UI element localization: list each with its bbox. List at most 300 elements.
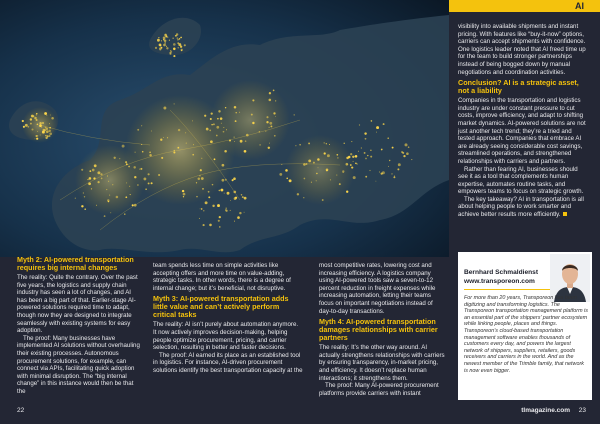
city-light-dot [348, 156, 351, 159]
city-light-dot [269, 143, 270, 144]
city-light-dot [22, 120, 24, 122]
city-light-dot [226, 129, 227, 130]
city-light-dot [149, 154, 152, 157]
city-light-dot [116, 196, 119, 199]
city-light-dot [326, 143, 327, 144]
city-light-dot [350, 153, 352, 155]
city-light-dot [245, 140, 247, 142]
city-light-dot [49, 123, 50, 124]
city-light-dot [110, 212, 111, 213]
city-light-dot [269, 99, 272, 102]
city-light-dot [140, 168, 142, 170]
city-light-dot [94, 164, 97, 167]
city-light-dot [178, 129, 180, 131]
city-light-dot [199, 218, 200, 219]
city-light-dot [408, 146, 410, 148]
city-light-dot [389, 160, 390, 161]
city-light-dot [174, 103, 175, 104]
city-light-dot [303, 197, 304, 198]
city-light-dot [173, 151, 175, 153]
city-light-dot [135, 152, 136, 153]
city-light-dot [379, 172, 380, 173]
city-light-dot [32, 115, 34, 117]
city-light-dot [225, 208, 226, 209]
city-light-dot [382, 171, 385, 174]
section-tag: AI [575, 1, 584, 11]
city-light-dot [31, 128, 33, 130]
city-light-dot [402, 152, 404, 154]
city-light-dot [39, 122, 42, 125]
city-light-dot [37, 131, 38, 132]
city-light-dot [392, 147, 394, 149]
city-light-dot [157, 39, 160, 42]
city-light-dot [376, 126, 379, 129]
city-light-dot [46, 128, 49, 131]
city-light-dot [216, 126, 219, 129]
page-number-right: 23 [578, 407, 586, 414]
city-light-dot [375, 181, 376, 182]
city-light-dot [84, 196, 85, 197]
city-light-dot [36, 135, 38, 137]
city-light-dot [405, 143, 408, 146]
article-column-4 [458, 23, 586, 219]
city-light-dot [173, 48, 176, 51]
city-light-dot [81, 205, 83, 207]
city-light-dot [299, 144, 300, 145]
city-light-dot [137, 129, 139, 131]
paragraph: The proof: Many businesses have implemented AI solutions without overhauling their existing processes. Autonomous procurement solutions, for example, can connect via APIs, facilitating quick adoption with minimal disruption. The “big internal change” in this instance would then be that the [17, 334, 140, 395]
city-light-dot [104, 215, 106, 217]
city-light-dot [141, 125, 142, 126]
city-light-dot [225, 210, 227, 212]
city-light-dot [311, 182, 312, 183]
hero-image-europe-night-lights [0, 0, 449, 257]
city-light-dot [171, 51, 172, 52]
city-light-dot [318, 167, 319, 168]
paragraph: most competitive rates, lowering cost and increasing efficiency. A logistics company using AI-powered tools saw a seven-to-12 percent reduction in freight expenses while increasing automation, letting their teams focus on important negotiations instead of day-to-day transactions. [319, 262, 436, 315]
city-light-dot [251, 114, 253, 116]
city-light-dot [351, 167, 353, 169]
city-light-dot [239, 212, 241, 214]
city-light-dot [210, 118, 212, 120]
city-light-dot [173, 43, 176, 46]
paragraph: The reality: It’s the other way around. AI actually strengthens relationships with carriers by ensuring transparency, in-market pricing, and efficiency. It doesn’t replace human interactions; it strengthens them. [319, 344, 445, 382]
city-light-dot [244, 212, 245, 213]
city-light-dot [289, 179, 292, 182]
city-light-dot [192, 154, 194, 156]
city-light-dot [177, 39, 179, 41]
city-light-dot [217, 118, 219, 120]
city-light-dot [241, 194, 243, 196]
city-light-dot [212, 184, 214, 186]
city-light-dot [45, 135, 46, 136]
city-light-dot [198, 177, 201, 180]
city-light-dot [180, 44, 181, 45]
myth-4-heading: Myth 4: AI-powered transportation damages relationships with carrier partners [319, 317, 438, 343]
city-light-dot [218, 110, 220, 112]
city-light-dot [130, 194, 131, 195]
city-light-dot [106, 189, 107, 190]
city-light-dot [230, 210, 231, 211]
city-light-dot [49, 132, 52, 135]
paragraph: The proof: AI earned its place as an established tool in logistics. For instance, AI-driven procurement solutions identify the best transportation capacity at the [153, 351, 303, 374]
city-light-dot [330, 179, 331, 180]
paragraph: The proof: Many AI-powered procurement platforms provide carriers with instant [319, 382, 439, 397]
city-light-dot [211, 112, 213, 114]
city-light-dot [39, 124, 42, 127]
city-light-dot [125, 161, 127, 163]
page-number-left: 22 [17, 407, 25, 414]
city-light-dot [173, 38, 174, 39]
city-light-dot [169, 52, 170, 53]
city-light-dot [166, 47, 168, 49]
city-light-dot [164, 39, 167, 42]
city-light-dot [91, 188, 92, 189]
city-light-dot [270, 125, 272, 127]
city-light-dot [25, 124, 28, 127]
city-light-dot [219, 216, 221, 218]
city-light-dot [183, 196, 184, 197]
city-light-dot [223, 127, 224, 128]
city-light-dot [133, 166, 135, 168]
paragraph: team spends less time on simple activities like accepting offers and more time on value-adding, strategic tasks. In other words, there is a degree of internal change; but it’s beneficial, not disruptive. [153, 262, 291, 292]
city-light-dot [181, 49, 183, 51]
city-light-dot [173, 55, 175, 57]
city-light-dot [163, 137, 164, 138]
city-light-dot [220, 117, 223, 120]
city-light-dot [167, 137, 168, 138]
city-light-dot [387, 137, 389, 139]
city-light-dot [134, 176, 136, 178]
city-light-dot [155, 47, 157, 49]
myth-3-heading: Myth 3: AI-powered transportation adds little value and can’t actively perform critical tasks [153, 294, 289, 320]
city-light-dot [148, 173, 150, 175]
city-light-dot [344, 143, 345, 144]
city-light-dot [223, 131, 225, 133]
city-light-dot [224, 150, 227, 153]
city-light-dot [297, 193, 299, 195]
city-light-dot [308, 142, 310, 144]
city-light-dot [217, 204, 220, 207]
city-light-dot [203, 210, 204, 211]
city-light-dot [346, 191, 348, 193]
city-light-dot [273, 112, 275, 114]
city-light-dot [201, 158, 202, 159]
city-light-dot [201, 208, 202, 209]
city-light-dot [161, 40, 162, 41]
city-light-dot [180, 37, 182, 39]
city-light-dot [46, 130, 49, 133]
city-light-dot [237, 216, 240, 219]
city-light-dot [203, 224, 205, 226]
city-light-dot [175, 35, 176, 36]
city-light-dot [206, 128, 207, 129]
city-light-dot [184, 44, 186, 46]
city-light-dot [185, 132, 186, 133]
city-light-dot [234, 106, 237, 109]
city-light-dot [381, 149, 383, 151]
city-light-dot [159, 48, 160, 49]
city-light-dot [353, 161, 354, 162]
city-light-dot [183, 193, 186, 196]
city-light-dot [163, 37, 166, 40]
city-light-dot [233, 177, 236, 180]
city-light-dot [81, 169, 83, 171]
city-light-dot [97, 171, 100, 174]
city-light-dot [286, 178, 288, 180]
city-light-dot [51, 117, 54, 120]
city-light-dot [164, 42, 166, 44]
city-light-dot [364, 152, 366, 154]
city-light-dot [383, 123, 385, 125]
city-light-dot [122, 145, 125, 148]
city-light-dot [27, 126, 29, 128]
myth-2-heading: Myth 2: AI-powered transportation requires big internal changes [17, 255, 134, 272]
city-light-dot [225, 107, 226, 108]
city-light-dot [350, 164, 352, 166]
city-light-dot [313, 162, 315, 164]
city-light-dot [45, 137, 47, 139]
paragraph: The reality: AI isn’t purely about automation anymore. It now actively improves decision-making, helping people optimize procurement, pricing, and carrier selection, resulting in better and faster decisions. [153, 321, 299, 352]
city-light-dot [108, 201, 109, 202]
city-light-dot [36, 119, 38, 121]
city-light-dot [391, 173, 392, 174]
city-light-dot [84, 208, 86, 210]
city-light-dot [274, 135, 276, 137]
city-light-dot [213, 123, 215, 125]
city-light-dot [34, 117, 37, 120]
city-light-dot [364, 132, 366, 134]
city-light-dot [370, 156, 372, 158]
city-light-dot [394, 176, 395, 177]
footer-website[interactable]: tlmagazine.com [521, 407, 570, 414]
city-light-dot [137, 184, 139, 186]
city-light-dot [89, 170, 91, 172]
city-light-dot [37, 124, 38, 125]
city-light-dot [393, 176, 395, 178]
city-light-dot [109, 195, 110, 196]
city-light-dot [359, 124, 360, 125]
city-light-dot [96, 205, 97, 206]
europe-map-illustration [0, 0, 449, 257]
city-light-dot [252, 122, 254, 124]
city-light-dot [129, 186, 130, 187]
city-light-dot [367, 155, 368, 156]
city-light-dot [208, 191, 210, 193]
city-light-dot [75, 198, 76, 199]
city-light-dot [376, 132, 377, 133]
city-light-dot [370, 150, 371, 151]
city-light-dot [273, 90, 275, 92]
city-light-dot [397, 168, 399, 170]
city-light-dot [317, 158, 320, 161]
city-light-dot [411, 159, 412, 160]
city-light-dot [160, 139, 162, 141]
city-light-dot [232, 179, 234, 181]
city-light-dot [339, 183, 341, 185]
city-light-dot [269, 127, 270, 128]
city-light-dot [193, 144, 194, 145]
city-light-dot [279, 173, 282, 176]
city-light-dot [269, 122, 272, 125]
city-light-dot [87, 179, 88, 180]
city-light-dot [316, 173, 317, 174]
city-light-dot [316, 180, 317, 181]
city-light-dot [166, 46, 167, 47]
city-light-dot [216, 135, 218, 137]
city-light-dot [234, 197, 237, 200]
city-light-dot [236, 112, 237, 113]
city-light-dot [269, 92, 271, 94]
city-light-dot [165, 35, 167, 37]
city-light-dot [308, 160, 311, 163]
author-box [458, 252, 592, 400]
city-light-dot [230, 200, 231, 201]
city-light-dot [142, 151, 144, 153]
article-column-1 [17, 256, 141, 396]
city-light-dot [200, 169, 202, 171]
city-light-dot [304, 178, 306, 180]
city-light-dot [145, 188, 146, 189]
city-light-dot [294, 114, 295, 115]
city-light-dot [205, 201, 208, 204]
city-light-dot [221, 123, 222, 124]
city-light-dot [208, 196, 210, 198]
city-light-dot [151, 182, 153, 184]
city-light-dot [163, 107, 166, 110]
city-light-dot [178, 43, 181, 46]
author-bio: For more than 20 years, Transporeon has been digitizing and transforming logistics. The Transporeon transportation management platform is an essential part of the shippers’ partner ecosystem while linking people, places and things. Transporeon’s cloud-based transportation management software enables thousands of customers every day, and powers the largest network of shippers, suppliers, retailers, goods receivers and carriers in the world. And as the newest member of the Trimble family, that network is now even bigger. [464, 295, 588, 374]
city-light-dot [222, 164, 225, 167]
city-light-dot [30, 123, 32, 125]
city-light-dot [365, 176, 367, 178]
city-light-dot [209, 130, 211, 132]
city-light-dot [169, 40, 170, 41]
author-name: Bernhard Schmaldienst [464, 269, 539, 276]
city-light-dot [192, 120, 193, 121]
city-light-dot [89, 177, 92, 180]
city-light-dot [266, 116, 268, 118]
city-light-dot [97, 181, 99, 183]
city-light-dot [346, 163, 349, 166]
city-light-dot [23, 126, 25, 128]
city-light-dot [158, 37, 159, 38]
city-light-dot [266, 121, 268, 123]
city-light-dot [244, 197, 247, 200]
city-light-dot [211, 124, 212, 125]
city-light-dot [158, 174, 160, 176]
paragraph: Companies in the transportation and logistics industry are under constant pressure to cut costs, improve efficiency, and adapt to shifting market dynamics. AI-powered solutions are not just another tech trend; they’re a tried and tested approach. Companies that embrace AI are already seeing considerable cost savings, streamlined operations, and strengthened relationships with carriers and partners. [458, 97, 586, 165]
city-light-dot [219, 190, 221, 192]
city-light-dot [352, 156, 354, 158]
city-light-dot [42, 122, 44, 124]
city-light-dot [398, 163, 401, 166]
city-light-dot [119, 158, 120, 159]
article-column-2 [153, 262, 303, 375]
city-light-dot [114, 157, 116, 159]
section-header-bar [449, 0, 600, 12]
end-mark-icon [563, 212, 567, 216]
city-light-dot [358, 151, 359, 152]
city-light-dot [224, 193, 225, 194]
paragraph: The reality: Quite the contrary. Over the past five years, the logistics and supply chain industry has seen a lot of changes, and AI has been a big part of that. Earlier-stage AI-powered solutions required time to adapt, though now they are designed to integrate seamlessly with existing systems for easy adoption. [17, 274, 138, 335]
city-light-dot [177, 147, 179, 149]
city-light-dot [322, 199, 324, 201]
city-light-dot [36, 113, 37, 114]
conclusion-heading: Conclusion? AI is a strategic asset, not a liability [458, 78, 579, 96]
city-light-dot [218, 220, 220, 222]
city-light-dot [295, 145, 296, 146]
city-light-dot [259, 144, 261, 146]
city-light-dot [406, 152, 409, 155]
city-light-dot [222, 179, 225, 182]
city-light-dot [92, 169, 95, 172]
city-light-dot [196, 182, 197, 183]
city-light-dot [143, 177, 146, 180]
city-light-dot [371, 120, 373, 122]
city-light-dot [303, 163, 306, 166]
city-light-dot [212, 205, 214, 207]
city-light-dot [178, 47, 179, 48]
city-light-dot [159, 45, 161, 47]
city-light-dot [35, 138, 36, 139]
divider [464, 289, 559, 290]
city-light-dot [30, 118, 32, 120]
city-light-dot [361, 147, 362, 148]
city-light-dot [48, 130, 50, 132]
city-light-dot [202, 188, 204, 190]
city-light-dot [149, 151, 151, 153]
city-light-dot [337, 157, 338, 158]
city-light-dot [100, 173, 102, 175]
city-light-dot [326, 169, 329, 172]
city-light-dot [234, 137, 235, 138]
city-light-dot [186, 143, 187, 144]
city-light-dot [112, 184, 113, 185]
city-light-dot [285, 169, 288, 172]
city-light-dot [201, 177, 204, 180]
city-light-dot [163, 44, 166, 47]
city-light-dot [234, 141, 235, 142]
city-light-dot [200, 209, 201, 210]
city-light-dot [275, 116, 276, 117]
city-light-dot [196, 196, 198, 198]
city-light-dot [209, 224, 212, 227]
city-light-dot [125, 196, 127, 198]
city-light-dot [336, 175, 337, 176]
city-light-dot [43, 129, 46, 132]
city-light-dot [50, 115, 51, 116]
city-light-dot [160, 47, 162, 49]
city-light-dot [40, 135, 41, 136]
city-light-dot [83, 193, 84, 194]
city-light-dot [244, 150, 247, 153]
city-light-dot [148, 182, 150, 184]
city-light-dot [275, 100, 276, 101]
city-light-dot [179, 38, 181, 40]
city-light-dot [365, 138, 367, 140]
city-light-dot [343, 172, 344, 173]
city-light-dot [101, 178, 103, 180]
city-light-dot [268, 147, 270, 149]
city-light-dot [182, 190, 184, 192]
city-light-dot [177, 37, 178, 38]
city-light-dot [336, 154, 338, 156]
author-website[interactable]: www.transporeon.com [464, 278, 535, 285]
city-light-dot [128, 166, 130, 168]
final-paragraph-text: The key takeaway? AI in transportation is all about helping people to work smarter and achieve better results more efficiently. [458, 195, 584, 219]
city-light-dot [36, 138, 38, 140]
